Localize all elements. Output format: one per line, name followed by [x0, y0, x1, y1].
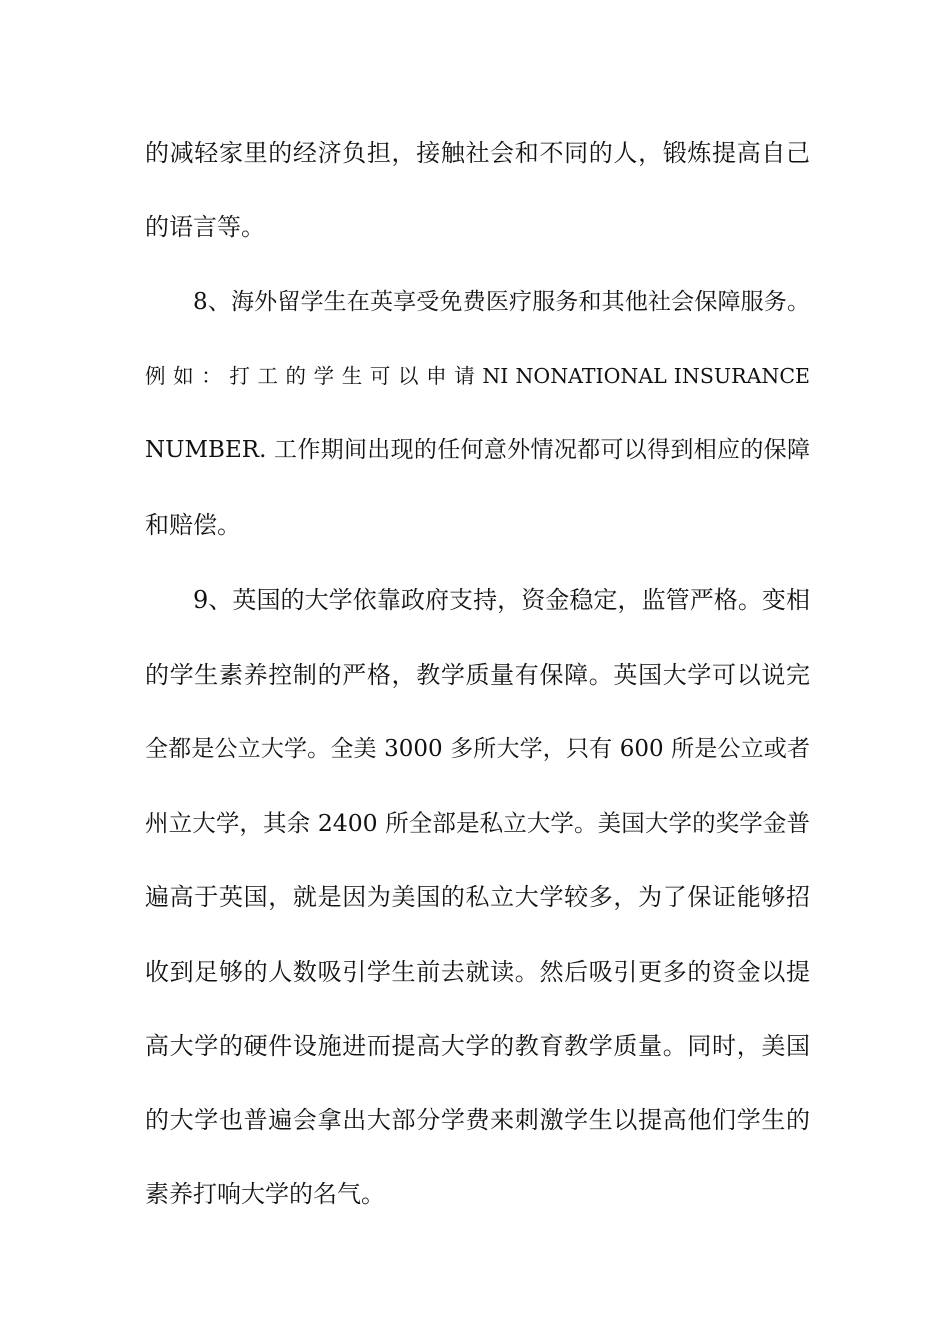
text-line: 的语言等。	[145, 213, 265, 241]
text-line: 遍高于英国，就是因为美国的私立大学较多，为了保证能够招	[145, 883, 810, 911]
text-line: 的大学也普遍会拿出大部分学费来刺激学生以提高他们学生的	[145, 1106, 810, 1134]
text-line: 素养打响大学的名气。	[145, 1180, 385, 1208]
paragraph-8-first-line: 8、海外留学生在英享受免费医疗服务和其他社会保障服务。	[193, 289, 810, 315]
text-line: 收到足够的人数吸引学生前去就读。然后吸引更多的资金以提	[145, 958, 810, 986]
text-line: 的学生素养控制的严格，教学质量有保障。英国大学可以说完	[145, 661, 810, 689]
text-line: 例 如 ： 打 工 的 学 生 可 以 申 请 NI NONATIONAL INSURANCE	[145, 364, 810, 388]
text-line: NUMBER. 工作期间出现的任何意外情况都可以得到相应的保障	[145, 437, 810, 463]
paragraph-9-first-line: 9、英国的大学依靠政府支持，资金稳定，监管严格。变相	[193, 586, 810, 614]
text-line: 高大学的硬件设施进而提高大学的教育教学质量。同时，美国	[145, 1032, 810, 1060]
text-line: 全都是公立大学。全美 3000 多所大学，只有 600 所是公立或者	[145, 736, 810, 762]
text-line: 和赔偿。	[145, 511, 241, 539]
text-line: 的减轻家里的经济负担，接触社会和不同的人，锻炼提高自己	[145, 139, 810, 167]
text-line: 州立大学，其余 2400 所全部是私立大学。美国大学的奖学金普	[145, 809, 810, 837]
